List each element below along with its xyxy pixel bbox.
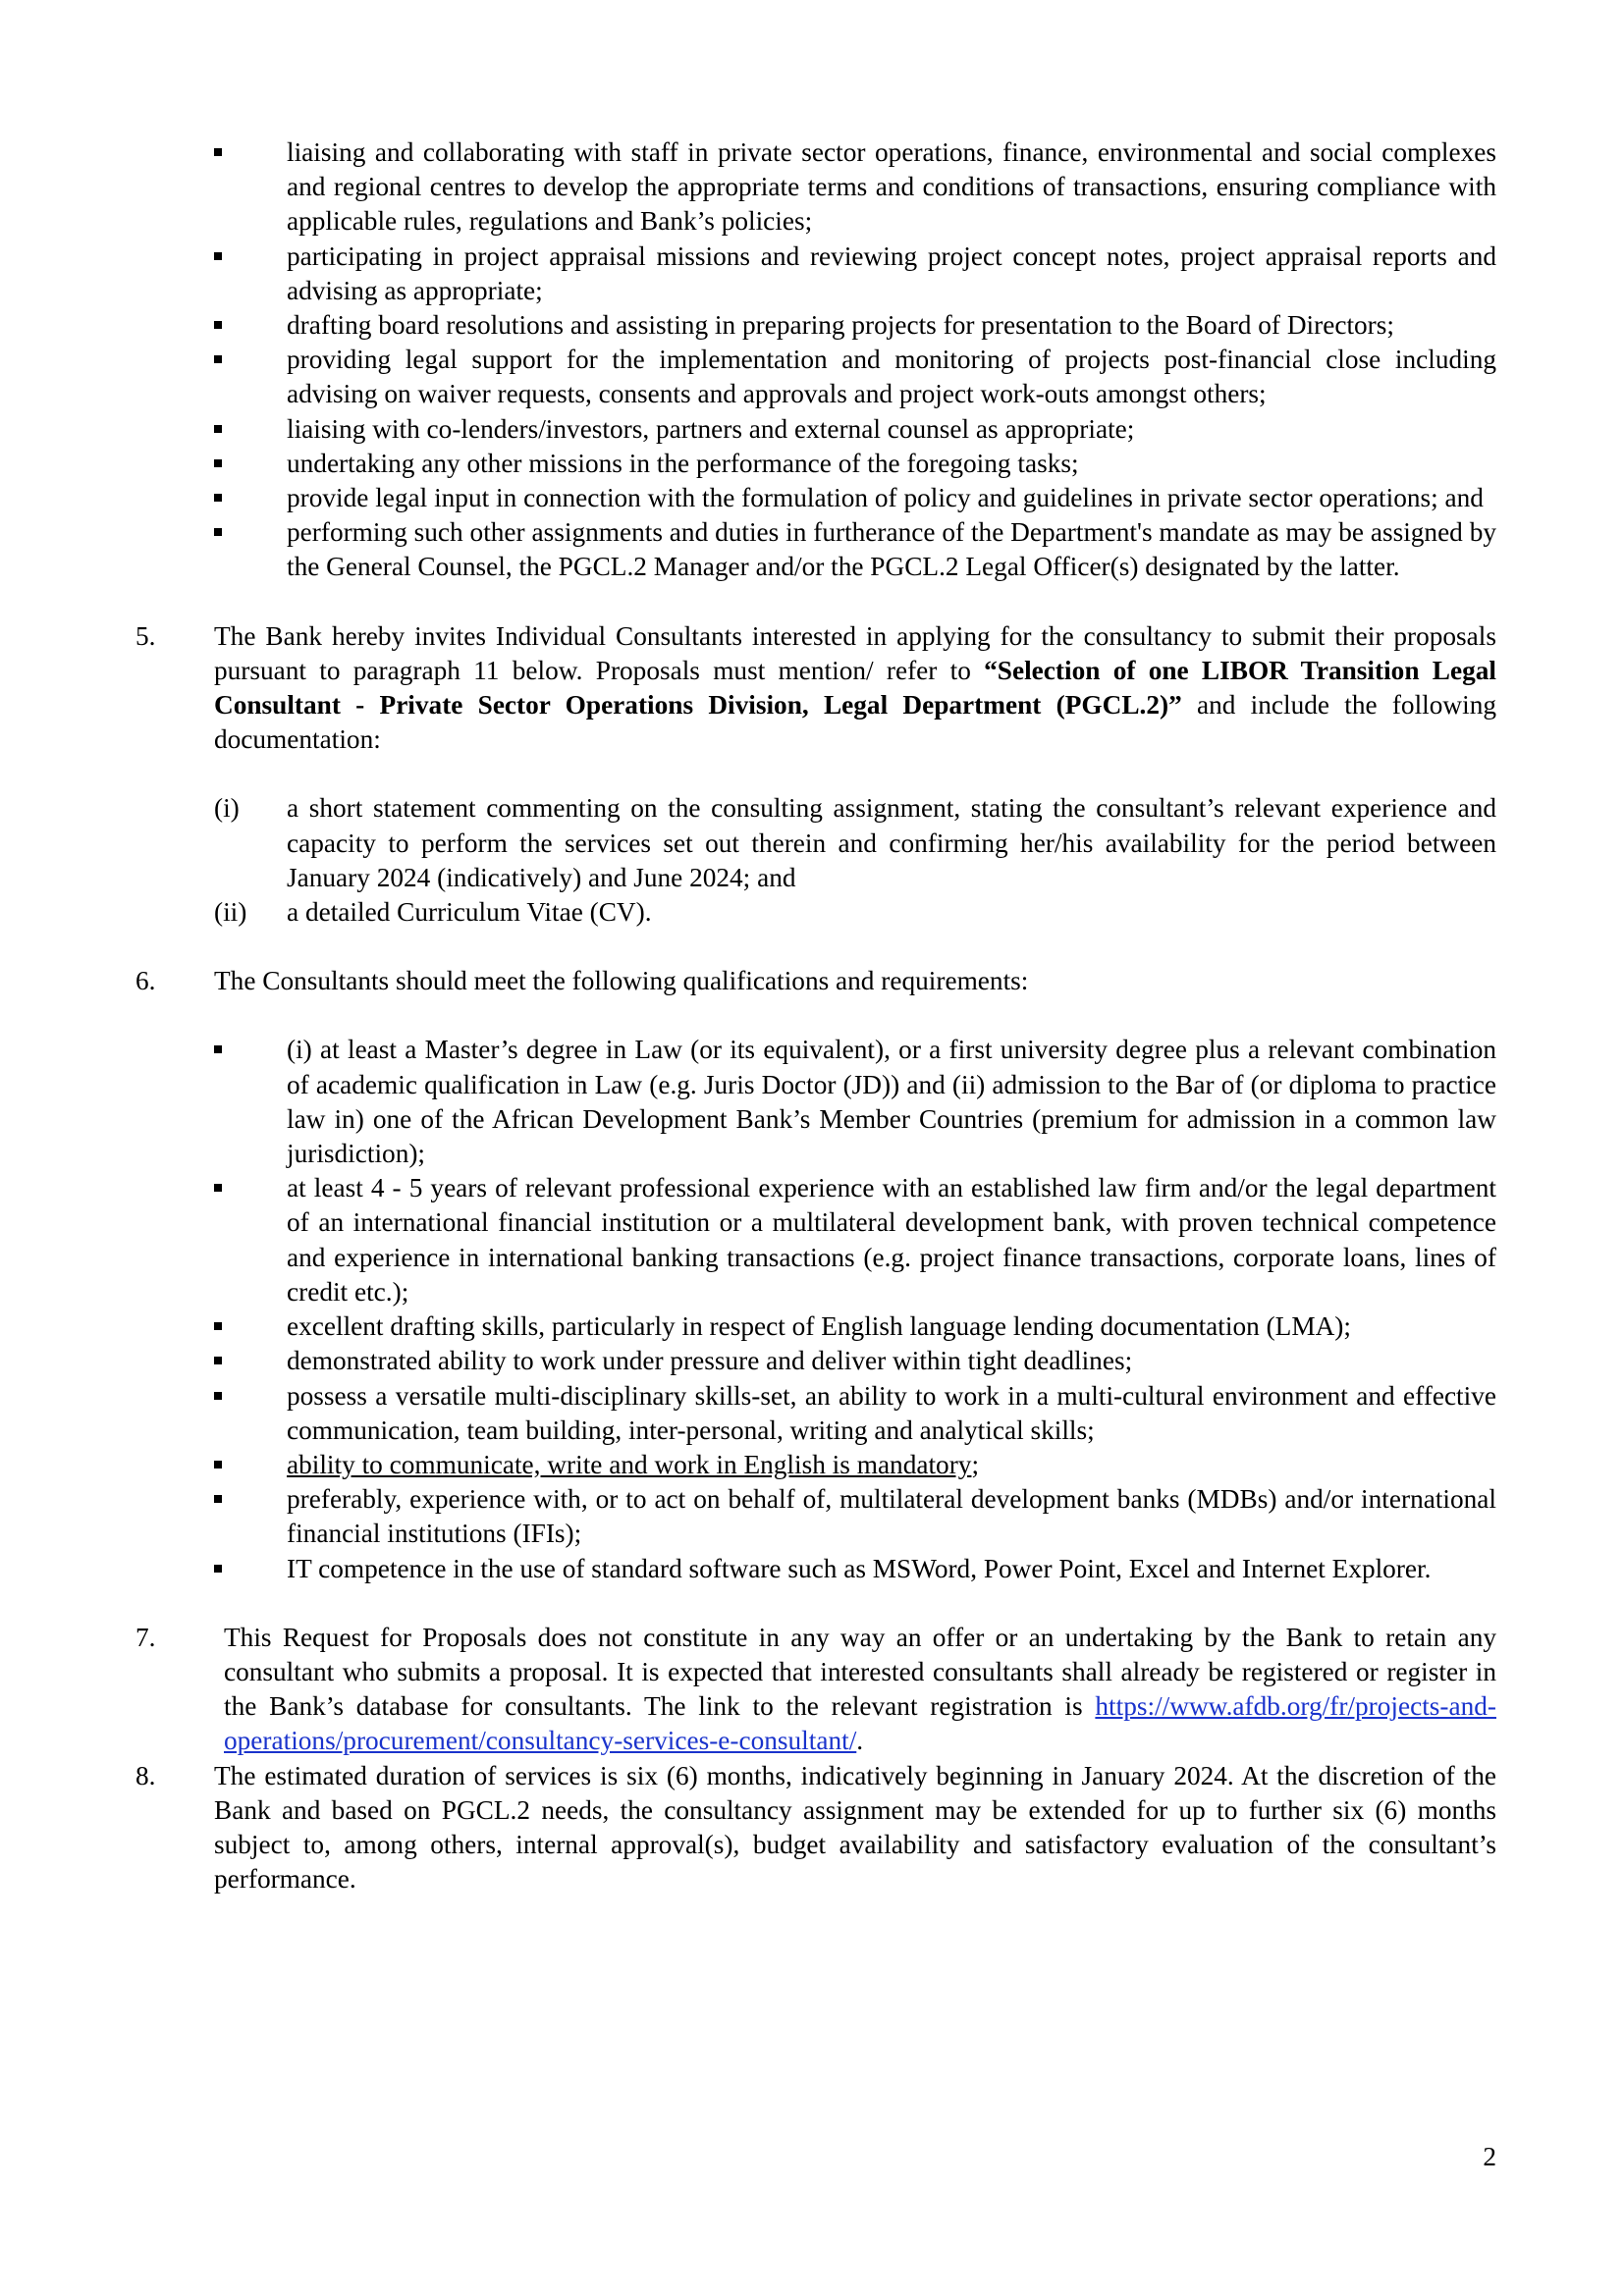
paragraph-text: The Consultants should meet the following qualifications and requirements: (214, 966, 1029, 996)
list-item: preferably, experience with, or to act on behalf of, multilateral development banks (MDBs) and/or international financial institutions (IFIs); (132, 1482, 1496, 1551)
qualifications-list (132, 1033, 1496, 1585)
list-item: possess a versatile multi-disciplinary skills-set, an ability to work in a multi-cultural environment and effective communication, team building, inter-personal, writing and analytical skills; (132, 1379, 1496, 1448)
list-item: participating in project appraisal missions and reviewing project concept notes, project appraisal reports and advising as appropriate; (132, 240, 1496, 308)
list-item: performing such other assignments and duties in furtherance of the Department's mandate as may be assigned by the General Counsel, the PGCL.2 Manager and/or the PGCL.2 Legal Officer(s) designated by the latter. (132, 515, 1496, 584)
list-item: provide legal input in connection with the formulation of policy and guidelines in private sector operations; and (132, 481, 1496, 515)
paragraph-number: 6. (135, 966, 156, 996)
list-item: excellent drafting skills, particularly in respect of English language lending documentation (LMA); (132, 1309, 1496, 1344)
list-item-label: (i) (214, 793, 240, 824)
list-item: demonstrated ability to work under pressure and deliver within tight deadlines; (132, 1344, 1496, 1378)
link-suffix: . (856, 1726, 864, 1756)
list-item: (i) at least a Master’s degree in Law (or its equivalent), or a first university degree plus a relevant combination of academic qualification in Law (e.g. Juris Doctor (JD)) and (ii) admission to the Bar of (or diploma to practice law in) one of the African Development Bank’s Member Countries (premium for admission in a common law jurisdiction); (132, 1033, 1496, 1171)
list-item-text: a detailed Curriculum Vitae (CV). (287, 897, 652, 928)
list-item (132, 791, 1496, 895)
documentation-list (132, 791, 1496, 930)
mandatory-english-requirement: ability to communicate, write and work in English is mandatory (287, 1449, 972, 1479)
list-item: drafting board resolutions and assisting in preparing projects for presentation to the Board of Directors; (132, 308, 1496, 343)
list-item (132, 1448, 1496, 1482)
paragraph-5 (132, 619, 1496, 758)
list-item-label: (ii) (214, 897, 247, 928)
paragraph-number: 5. (135, 620, 156, 651)
paragraph-text: and include the following documentation: (214, 690, 1496, 755)
list-item (132, 895, 1496, 930)
list-item: liaising with co-lenders/investors, partners and external counsel as appropriate; (132, 412, 1496, 447)
list-item: at least 4 - 5 years of relevant professional experience with an established law firm and/or the legal department of an international financial institution or a multilateral development bank, with proven technical competence and experience in international banking transactions (e.g. project finance transactions, corporate loans, lines of credit etc.); (132, 1171, 1496, 1309)
paragraph-text: This Request for Proposals does not constitute in any way an offer or an undertaking by the Bank to retain any consultant who submits a proposal. It is expected that interested consultants shall already be registered or register in the Bank’s database for consultants. The link to the relevant registration is (224, 1622, 1496, 1722)
list-item-text: a short statement commenting on the consulting assignment, stating the consultant’s relevant experience and capacity to perform the services set out therein and confirming her/his availability for the period between January 2024 (indicatively) and June 2024; and (287, 793, 1496, 892)
paragraph-number: 7. (135, 1622, 156, 1652)
list-item: liaising and collaborating with staff in private sector operations, finance, environmental and social complexes and regional centres to develop the appropriate terms and conditions of transactions, ensuring compliance with applicable rules, regulations and Bank’s policies; (132, 135, 1496, 240)
list-item: undertaking any other missions in the performance of the foregoing tasks; (132, 447, 1496, 481)
paragraph-text: The estimated duration of services is six (6) months, indicatively beginning in January 2024. At the discretion of the Bank and based on PGCL.2 needs, the consultancy assignment may be extended for up to further six (6) months subject to, among others, internal approval(s), budget availability and satisfactory evaluation of the consultant’s performance. (214, 1760, 1496, 1895)
list-item: IT competence in the use of standard software such as MSWord, Power Point, Excel and Internet Explorer. (132, 1552, 1496, 1586)
list-item: providing legal support for the implementation and monitoring of projects post-financial close including advising on waiver requests, consents and approvals and project work-outs amongst others; (132, 343, 1496, 411)
registration-link[interactable]: https://www.afdb.org/fr/projects-and-operations/procurement/consultancy-services-e-consultant/ (224, 1691, 1496, 1756)
paragraph-6 (132, 964, 1496, 998)
paragraph-7 (132, 1621, 1496, 1759)
paragraph-number: 8. (135, 1760, 156, 1790)
page-number: 2 (1483, 2142, 1496, 2171)
list-item-suffix: ; (971, 1449, 980, 1479)
paragraph-text: The Bank hereby invites Individual Consultants interested in applying for the consultancy to submit their proposals pursuant to paragraph 11 below. Proposals must mention/ refer to (214, 620, 1496, 685)
responsibilities-list (132, 135, 1496, 585)
proposal-reference-title: “Selection of one LIBOR Transition Legal Consultant - Private Sector Operations Division, Legal Department (PGCL.2)” (214, 655, 1496, 721)
page-content (132, 135, 1496, 1896)
paragraph-8 (132, 1759, 1496, 1897)
